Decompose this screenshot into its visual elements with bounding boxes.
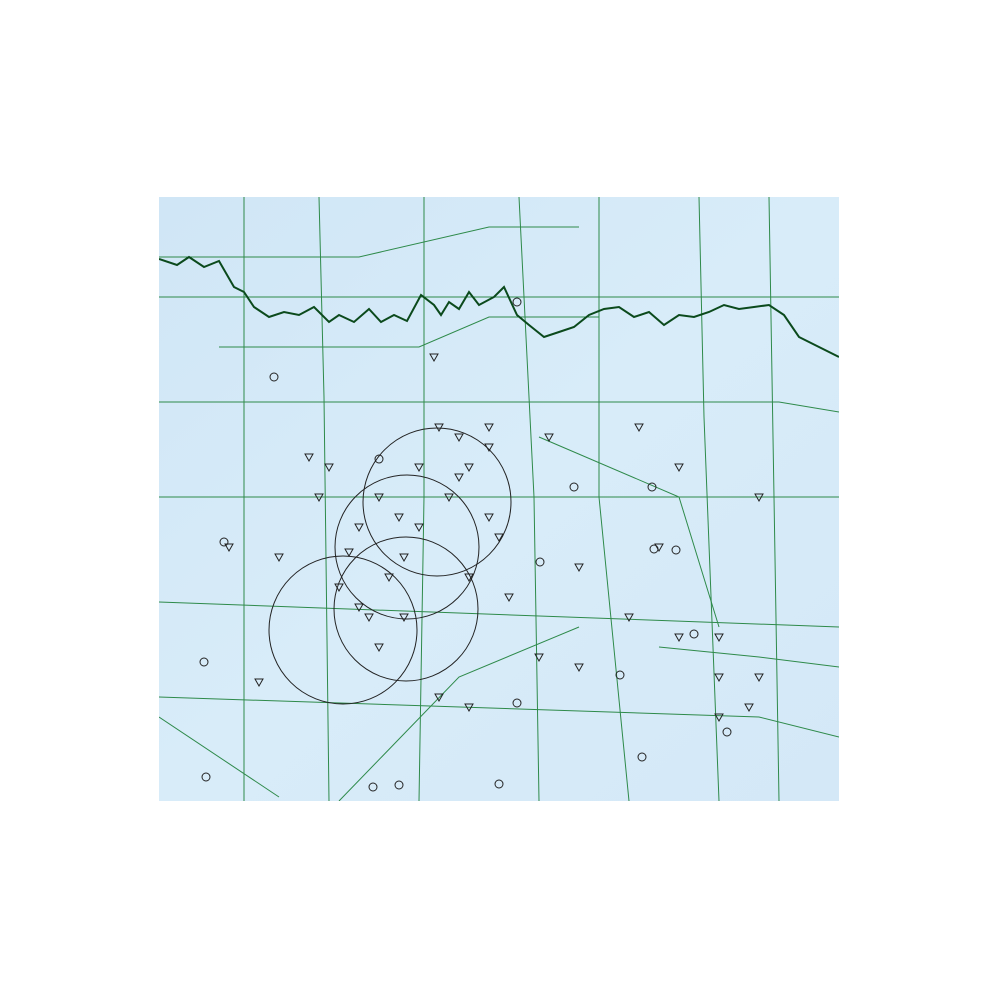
wind-map	[159, 197, 839, 801]
map-background	[159, 197, 839, 801]
colorbar	[859, 215, 886, 781]
